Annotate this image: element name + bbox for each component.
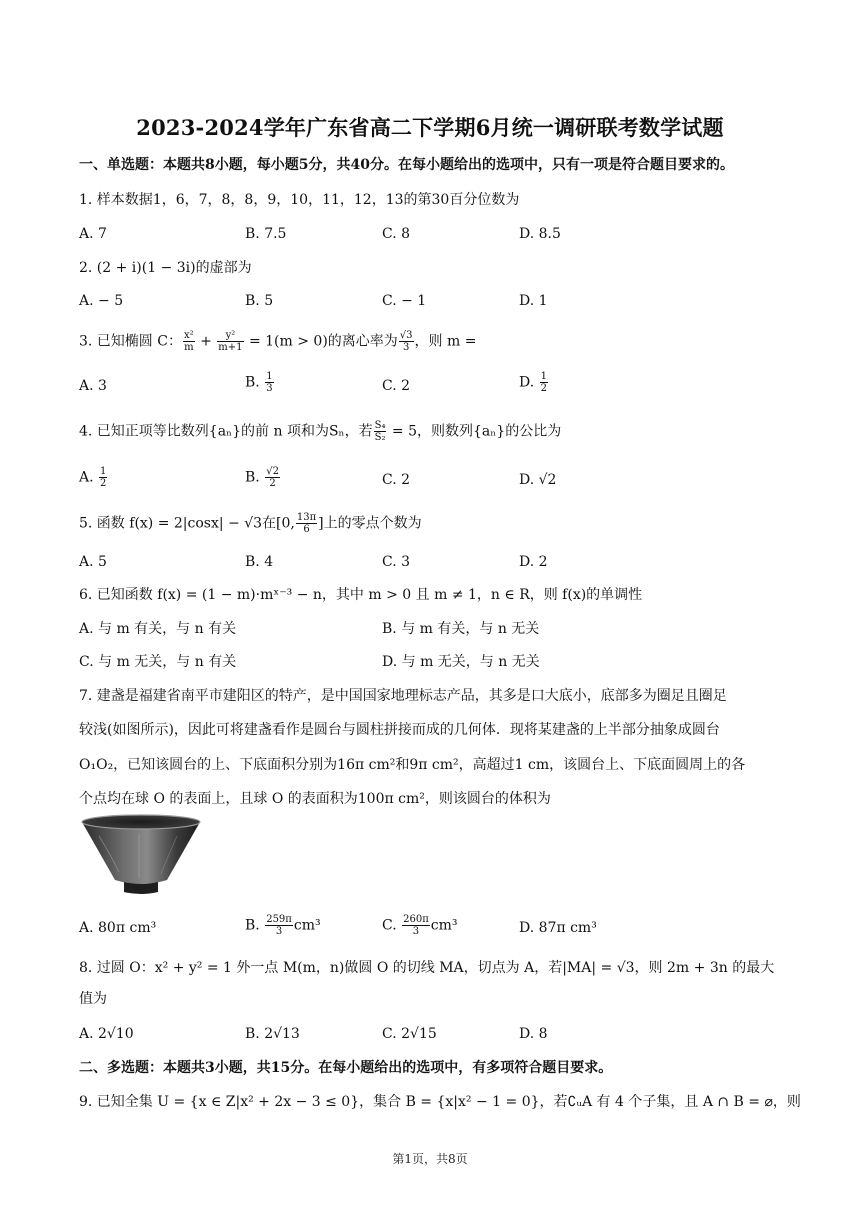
question-5-stem [79,512,800,535]
exam-title: 2023-2024学年广东省高二下学期6月统一调研联考数学试题 [136,115,724,140]
question-7-line-2: 较浅(如图所示)，因此可将建盏看作是圆台与圆柱拼接而成的几何体．现将某建盏的上半部分抽象成圆台 [79,722,720,738]
question-4-stem-suffix: = 5，则数列{aₙ}的公比为 [387,423,562,440]
question-3-option-a[interactable]: A. 3 [79,378,107,394]
fraction-y2-over-m-plus-1: $\frac{\text{y²}}{m+1}$ [218,330,243,353]
question-7-line-1: 7. 建盏是福建省南平市建阳区的特产，是中国国家地理标志产品，其多是口大底小，底部多为圈足且圈足 [79,688,727,704]
jian-tea-bowl-image [79,812,203,898]
question-5-option-d[interactable]: D. 2 [519,554,548,570]
question-1-option-a[interactable]: A. 7 [79,226,107,242]
question-5-option-b[interactable]: B. 4 [245,554,274,570]
question-5-stem-suffix: ]上的零点个数为 [318,515,422,532]
question-9-stem: 9. 已知全集 U = {x ∈ Z|x² + 2x − 3 ≤ 0}，集合 B = {x|x² − 1 = 0}，若∁ᵤA 有 4 个子集，且 A ∩ B = ⌀，则 [79,1094,801,1110]
fraction-13pi-over-6: $\frac{13\pi}{6}$ [296,512,317,535]
question-1-option-d[interactable]: D. 8.5 [519,226,561,242]
question-2-option-a[interactable]: A. − 5 [79,293,124,309]
question-4-option-b[interactable]: B. $\frac{√2}{2}$ [245,466,279,489]
question-5-option-c[interactable]: C. 3 [382,554,411,570]
question-7-line-4: 个点均在球 O 的表面上，且球 O 的表面积为100π cm²，则该圆台的体积为 [79,791,551,807]
question-3-stem-middle: = 1(m > 0)的离心率为 [244,333,398,350]
question-4-option-d[interactable]: D. √2 [519,472,557,488]
section-multi-choice-heading: 二、多选题：本题共3小题，共15分。在每小题给出的选项中，有多项符合题目要求。 [79,1060,613,1076]
question-2-option-c[interactable]: C. − 1 [382,293,427,309]
fraction-s4-over-s2: $\frac{\text{S₄}}{\text{S₂}}$ [374,420,386,443]
question-8-line-1: 8. 过圆 O：x² + y² = 1 外一点 M(m，n)做圆 O 的切线 MA，切点为 A，若|MA| = √3，则 2m + 3n 的最大 [79,960,775,976]
question-6-stem: 6. 已知函数 f(x) = (1 − m)·mˣ⁻³ − n，其中 m > 0 且 m ≠ 1，n ∈ R，则 f(x)的单调性 [79,587,643,603]
question-3-option-d[interactable]: D. $\frac{1}{2}$ [519,371,548,394]
question-3-stem-prefix: 3. 已知椭圆 C： [79,333,182,350]
fraction-sqrt3-over-3: $\frac{√3}{3}$ [399,330,413,353]
question-2-option-d[interactable]: D. 1 [519,293,548,309]
question-7-option-c[interactable]: C. $\frac{260\pi}{3}$ cm³ [382,914,458,937]
question-2-option-b[interactable]: B. 5 [245,293,274,309]
question-1-option-c[interactable]: C. 8 [382,226,411,242]
question-1-option-b[interactable]: B. 7.5 [245,226,287,242]
question-7-option-b[interactable]: B. $\frac{259\pi}{3}$ cm³ [245,914,321,937]
question-8-option-c[interactable]: C. 2√15 [382,1026,437,1042]
fraction-x2-over-m: $\frac{\text{x²}}{m}$ [183,330,194,353]
question-5-option-a[interactable]: A. 5 [79,554,107,570]
question-7-option-d[interactable]: D. 87π cm³ [519,920,597,936]
question-8-option-a[interactable]: A. 2√10 [79,1026,134,1042]
question-6-option-a[interactable]: A. 与 m 有关，与 n 有关 [79,621,237,637]
question-7-option-a[interactable]: A. 80π cm³ [79,920,157,936]
question-3-stem: 3. 已知椭圆 C： $\frac{\text{x²}}{m}$ + $\frac{\text{y²}}{m+1}$ = 1(m > 0)的离心率为 $\frac{√3}{3}$ ，则 m = [79,330,477,353]
question-6-option-b[interactable]: B. 与 m 有关，与 n 无关 [382,621,540,637]
question-3-stem-suffix: ，则 m = [414,333,477,350]
question-1-stem: 1. 样本数据1，6，7，8，8，9，10，11，12，13的第30百分位数为 [79,192,520,208]
question-8-option-b[interactable]: B. 2√13 [245,1026,300,1042]
question-4-stem-prefix: 4. 已知正项等比数列{aₙ}的前 n 项和为Sₙ，若 [79,423,373,440]
question-8-line-2: 值为 [79,991,107,1007]
question-2-stem: 2. (2 + i)(1 − 3i)的虚部为 [79,260,252,276]
question-8-option-d[interactable]: D. 8 [519,1026,548,1042]
question-3-option-b[interactable]: B. $\frac{1}{3}$ [245,371,273,394]
question-6-option-c[interactable]: C. 与 m 无关，与 n 有关 [79,654,237,670]
page-footer: 第1页，共8页 [392,1152,468,1166]
question-3-option-c[interactable]: C. 2 [382,378,411,394]
section-single-choice-heading: 一、单选题：本题共8小题，每小题5分，共40分。在每小题给出的选项中，只有一项是符合题目要求的。 [79,157,734,173]
question-7-line-3: O₁O₂，已知该圆台的上、下底面积分别为16π cm²和9π cm²，高超过1 cm，该圆台上、下底面圆周上的各 [79,757,746,773]
question-4-option-c[interactable]: C. 2 [382,472,411,488]
question-4-stem [79,420,800,443]
question-6-option-d[interactable]: D. 与 m 无关，与 n 无关 [382,654,540,670]
question-4-option-a[interactable]: A. $\frac{1}{2}$ [79,466,107,489]
question-5-stem-prefix: 5. 函数 f(x) = 2|cosx| − √3在[0, [79,515,295,532]
